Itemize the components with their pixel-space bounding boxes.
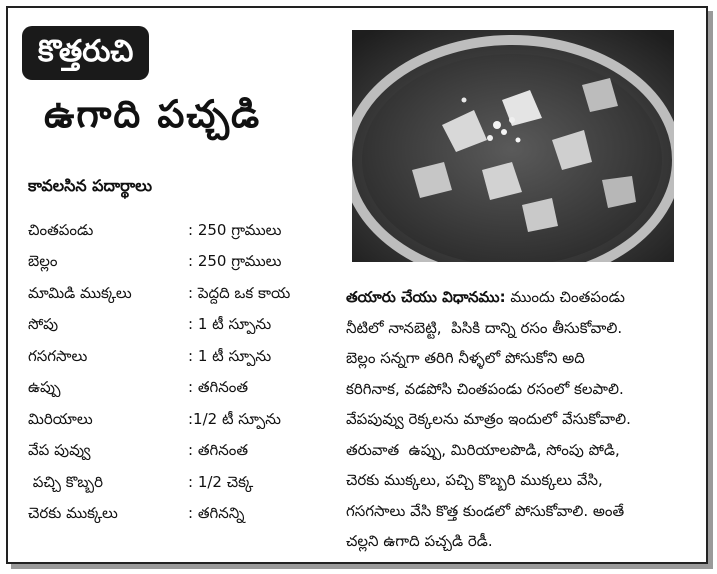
ingredient-qty: : 250 గ్రాములు [188,220,282,239]
ingredient-name: మామిడి ముక్కలు [28,283,132,302]
ingredient-qty: :1/2 టీ స్పూను [188,409,281,428]
method-line-text: ముందు చింతపండు [505,288,625,306]
ingredient-name: వేప పువ్వు [28,441,91,460]
ingredient-name: ఉప్పు [28,378,61,397]
method-line [346,282,696,313]
ingredient-name: గసగసాలు [28,346,88,365]
method-line: వేపపువ్వు రెక్కలను మాత్రం ఇందులో వేసుకోవాలి. [346,410,631,428]
ingredients-heading: కావలసిన పదార్థాలు [28,176,153,195]
method-label: తయారు చేయు విధానము: [346,288,506,306]
ingredient-name: చెరకు ముక్కలు [28,504,118,523]
list-item [28,468,338,500]
list-item [28,405,338,437]
ingredient-qty: : 250 గ్రాములు [188,252,282,271]
ingredient-qty: : తగినన్ని [188,504,245,523]
method-line: చల్లని ఉగాది పచ్చడి రెడీ. [346,532,493,550]
ingredient-qty: : పెద్దది ఒక కాయ [188,283,291,302]
ingredient-name: బెల్లం [28,252,58,271]
list-item [28,374,338,406]
ingredient-qty: : తగినంత [188,378,249,397]
method-line: కరిగినాక, వడపోసి చింతపండు రసంలో కలపాలి. [346,379,624,398]
list-item [28,279,338,311]
list-item [28,216,338,248]
recipe-title: ఉగాది పచ్చడి [44,92,262,136]
ingredient-qty: : 1/2 చెక్క [188,472,254,491]
ingredient-name: సోపు [28,315,59,334]
ingredient-qty: : 1 టీ స్పూను [188,315,272,334]
method-line: నీటిలో నానబెట్టి, పిసికి దాన్ని రసం తీసుకోవాలి. [346,318,623,337]
ingredient-name: చింతపండు [28,220,94,239]
recipe-photo [352,30,674,262]
list-item [28,311,338,343]
section-tag: కొత్తరుచి [22,26,149,80]
ingredient-name: పచ్చి కొబ్బరి [28,472,103,491]
ingredient-name: మిరియాలు [28,409,93,428]
list-item [28,248,338,280]
method-line: బెల్లం సన్నగా తరిగి నీళ్ళలో పోసుకోని అది [346,349,585,367]
method-text [346,282,696,557]
list-item [28,500,338,532]
method-line: చెరకు ముక్కలు, పచ్చి కొబ్బరి ముక్కలు వేసి, [346,471,603,489]
list-item [28,437,338,469]
ingredient-qty: : 1 టీ స్పూను [188,346,272,365]
list-item [28,342,338,374]
method-line: గసగసాలు వేసి కొత్త కుండలో పోసుకోవాలి. అంతే [346,501,625,520]
method-line: తరువాత ఉప్పు, మిరియాలపొడి, సోంపు పోడి, [346,440,620,459]
ingredients-list [28,216,338,531]
ingredient-qty: : తగినంత [188,441,249,460]
